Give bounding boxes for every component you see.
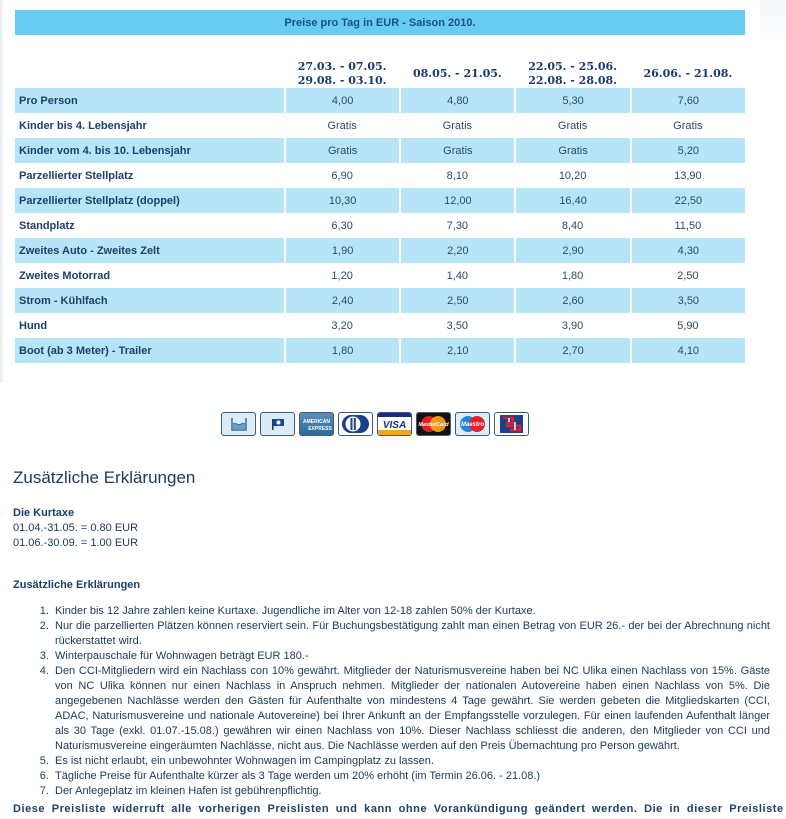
price-cell: 10,20 [558, 169, 587, 182]
note-item: 2. Nur die parzellierten Plätzen können reserviert sein. Für Buchungsbestätigung zahlt man einen Betrag von EUR 26.- der bei der Abrechnung nicht rückerstattet wird. [52, 619, 770, 649]
flag-icon [260, 412, 295, 436]
notes-list [35, 604, 770, 799]
price-row [15, 188, 745, 213]
price-cell: 1,80 [285, 338, 399, 363]
price-table [14, 10, 746, 363]
price-row [15, 113, 745, 138]
price-rows [15, 88, 745, 363]
price-row-label: Strom - Kühlfach [15, 288, 284, 313]
price-row [15, 238, 745, 263]
season-header-row [15, 60, 745, 88]
price-cell: 4,30 [631, 238, 745, 263]
price-cell: Gratis [673, 119, 703, 132]
kurtaxe-line: 01.06.-30.09. = 1.00 EUR [13, 537, 139, 549]
diners-club-icon [338, 412, 373, 436]
kurtaxe-heading: Die Kurtaxe [13, 507, 75, 519]
svg-text:EXPRESS: EXPRESS [308, 426, 332, 432]
price-cell: 8,40 [561, 219, 584, 232]
price-row [15, 288, 745, 313]
note-item: 6. Tägliche Preise für Aufenthalte kürzer als 3 Tage werden um 20% erhöht (im Termin 26.06. - 21.08.) [52, 769, 770, 784]
price-cell: 10,30 [285, 188, 399, 213]
price-cell: 1,20 [331, 269, 353, 282]
bank-card-icon [494, 412, 529, 436]
price-cell: 3,50 [631, 288, 745, 313]
price-cell: 6,90 [331, 169, 353, 182]
price-cell: 4,80 [400, 88, 514, 113]
price-row [15, 338, 745, 363]
svg-text:MasterCard: MasterCard [418, 422, 449, 428]
price-cell: Gratis [285, 138, 399, 163]
price-row-label: Pro Person [15, 88, 284, 113]
price-cell: 5,30 [515, 88, 629, 113]
note-item: 7. Der Anlegeplatz im kleinen Hafen ist gebührenpflichtig. [52, 784, 770, 799]
page-right-decoration [760, 0, 786, 40]
price-table-title-row [15, 10, 745, 35]
season-header-4 [631, 60, 745, 88]
section-title: Zusätzliche Erklärungen [13, 468, 196, 487]
price-cell: 5,20 [631, 138, 745, 163]
price-row-label: Parzellierter Stellplatz [19, 169, 134, 182]
season-header-line: 27.03. - 07.05. [297, 60, 387, 73]
page-left-shadow [0, 0, 4, 383]
price-row [15, 163, 745, 188]
american-express-icon [299, 412, 334, 436]
price-row-label: Parzellierter Stellplatz (doppel) [15, 188, 284, 213]
price-cell: 7,60 [631, 88, 745, 113]
note-item: 3. Winterpauschale für Wohnwagen beträgt EUR 180.- [52, 649, 770, 664]
price-row-label: Zweites Motorrad [19, 269, 111, 282]
water-icon [221, 412, 256, 436]
price-row [15, 88, 745, 113]
price-cell: 11,50 [674, 219, 702, 232]
price-cell: 3,90 [561, 319, 584, 332]
notes-title: Zusätzliche Erklärungen [13, 579, 141, 591]
price-cell: 1,90 [285, 238, 399, 263]
price-row-label: Hund [19, 319, 48, 332]
price-row [15, 263, 745, 288]
note-item: 1. Kinder bis 12 Jahre zahlen keine Kurtaxe. Jugendliche im Alter von 12-18 zahlen 50% der Kurtaxe. [52, 604, 770, 619]
price-cell: 2,70 [515, 338, 629, 363]
price-cell: Gratis [515, 138, 629, 163]
mastercard-icon [416, 412, 451, 436]
price-row [15, 313, 745, 338]
price-cell: 2,50 [677, 269, 699, 282]
price-cell: 8,10 [446, 169, 469, 182]
spacer-cell [15, 35, 745, 60]
price-cell: 22,50 [631, 188, 745, 213]
season-header-2 [400, 60, 514, 88]
price-row-label: Zweites Auto - Zweites Zelt [15, 238, 284, 263]
price-cell: Gratis [442, 119, 473, 132]
price-row [15, 213, 745, 238]
season-header-1 [285, 60, 399, 88]
season-header-line: 08.05. - 21.05. [412, 67, 502, 80]
note-item: 5. Es ist nicht erlaubt, ein unbewohnter Wohnwagen im Campingplatz zu lassen. [52, 754, 770, 769]
price-cell: 2,10 [400, 338, 514, 363]
price-table-title: Preise pro Tag in EUR - Saison 2010. [15, 10, 745, 35]
price-row [15, 138, 745, 163]
kurtaxe-line: 01.04.-31.05. = 0.80 EUR [13, 522, 139, 534]
price-cell: 3,20 [331, 319, 353, 332]
price-cell: 5,90 [677, 319, 699, 332]
maestro-icon [455, 412, 490, 436]
price-cell: 13,90 [674, 169, 702, 182]
price-cell: Gratis [327, 119, 357, 132]
kurtaxe-block [13, 506, 138, 551]
svg-text:VISA: VISA [382, 420, 407, 431]
season-header-line: 26.06. - 21.08. [643, 67, 733, 80]
price-cell: 1,40 [446, 269, 469, 282]
price-cell: 2,40 [285, 288, 399, 313]
spacer-row [15, 35, 745, 60]
final-notice: Diese Preisliste widerruft alle vorherigen Preislisten und kann ohne Vorankündigung geändert werden. Die in dieser Preisliste [13, 803, 784, 815]
price-cell: Gratis [400, 138, 514, 163]
price-cell: 2,20 [400, 238, 514, 263]
price-cell: 16,40 [515, 188, 629, 213]
price-row-label: Standplatz [19, 219, 75, 232]
price-row-label: Boot (ab 3 Meter) - Trailer [15, 338, 284, 363]
svg-text:AMERICAN: AMERICAN [303, 419, 330, 425]
price-cell: 4,00 [285, 88, 399, 113]
price-row-label: Kinder vom 4. bis 10. Lebensjahr [15, 138, 284, 163]
header-empty-cell [15, 60, 284, 88]
season-header-3 [515, 60, 629, 88]
price-cell: 3,50 [446, 319, 469, 332]
season-header-line: 22.05. - 25.06. [528, 60, 617, 73]
price-row-label: Kinder bis 4. Lebensjahr [19, 119, 147, 132]
price-cell: Gratis [557, 119, 588, 132]
season-header-line: 29.08. - 03.10. [297, 74, 387, 87]
visa-icon [377, 412, 412, 436]
price-cell: 2,60 [515, 288, 629, 313]
svg-text:Maestro: Maestro [460, 422, 485, 428]
season-header-line: 22.08. - 28.08. [528, 74, 617, 87]
price-cell: 7,30 [446, 219, 469, 232]
price-cell: 1,80 [561, 269, 584, 282]
price-cell: 6,30 [331, 219, 353, 232]
payment-methods [221, 412, 529, 436]
price-cell: 2,90 [515, 238, 629, 263]
price-cell: 12,00 [400, 188, 514, 213]
price-cell: 2,50 [400, 288, 514, 313]
price-cell: 4,10 [631, 338, 745, 363]
note-item: 4. Den CCI-Mitgliedern wird ein Nachlass con 10% gewährt. Mitglieder der Naturismusvereine haben bei NC Ulika einen Nachlass von 15%. Gäste von NC Ulika können nur einen Nachlass in Anspruch nehmen. Mitglieder der nationalen Autovereine haben einen Nachlass von 5%. Die angegebenen Nachlässe werden den Gästen für Aufenthalte von mindestens 4 Tage gewährt. Sie werden gebeten die Mitgliedskarten (CCI, ADAC, Naturismusvereine und nationale Autovereine) bei Ihrer Ankunft an der Empfangsstelle vorzulegen. Für einen laufenden Aufenthalt länger als 30 Tage (exkl. 01.07.-15.08.) gewähren wir einen Nachlass von 10%. Dieser Nachlass schliesst die anderen, den Mitglieder von CCI und Naturismusvereine eingeräumten Nachlässe, nicht aus. Die Nachlässe werden auf den Preis Übernachtung pro Person gewährt. [52, 664, 770, 754]
